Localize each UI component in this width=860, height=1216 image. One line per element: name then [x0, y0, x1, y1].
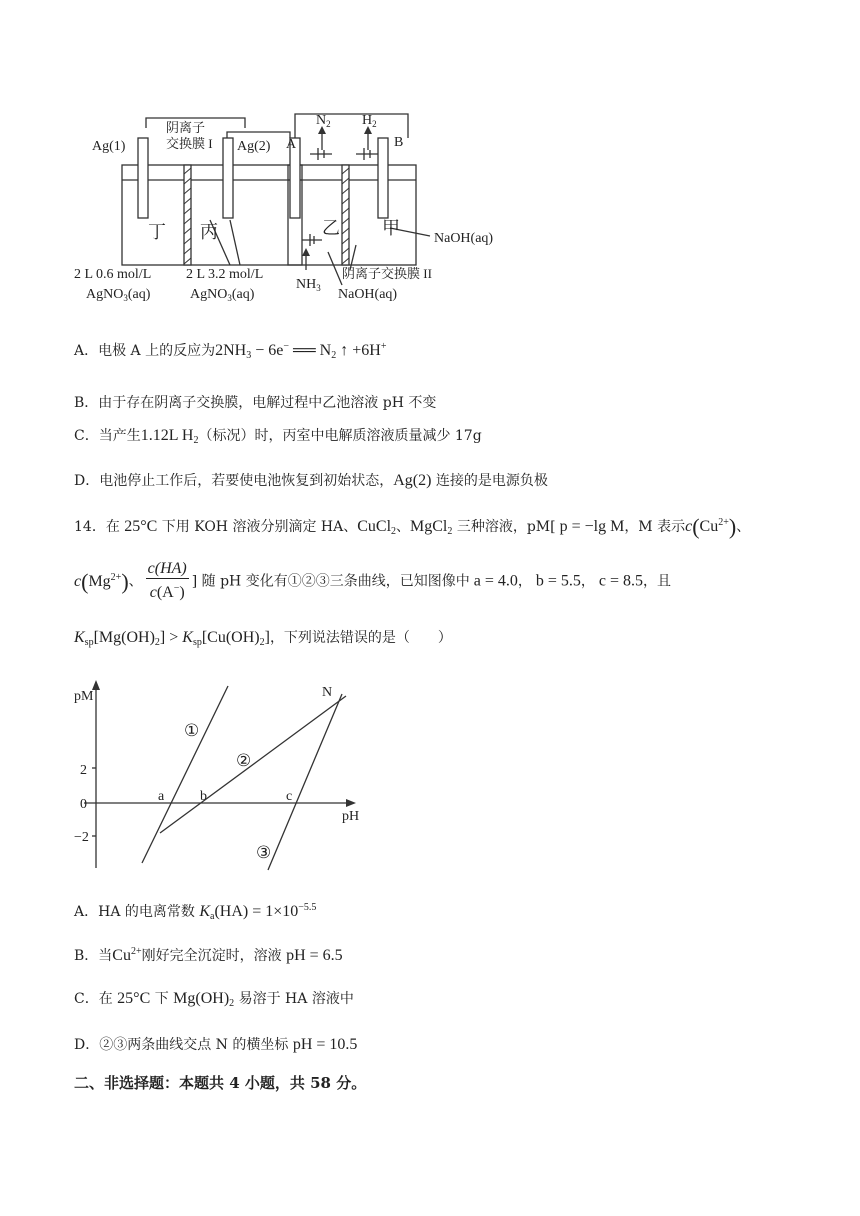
x-axis-label: pH	[342, 809, 360, 824]
label-room-bing: 丙	[200, 222, 218, 242]
q14-option-a: A．HA 的电离常数 $K_a(HA) = 1\times 10^{-5.5}$	[74, 902, 317, 922]
section-2-heading: 二、非选择题：本题共 4 小题，共 58 分。	[74, 1074, 367, 1092]
point-n: N	[322, 685, 333, 700]
tick-2: 2	[80, 763, 87, 778]
label-electrode-a: A	[286, 137, 297, 152]
label-nh3: $NH_3$	[296, 277, 321, 293]
wire-right	[295, 114, 408, 138]
pm-ph-graph	[60, 678, 380, 878]
label-naoh-right: NaOH(aq)	[434, 231, 494, 246]
q14-option-c: C．在 25°C 下 $Mg(OH)_2$ 易溶于 HA 溶液中	[74, 990, 354, 1009]
label-membrane2: 阴离子交换膜 II	[342, 266, 432, 281]
point-b: b	[200, 789, 207, 804]
curve-2-line	[160, 696, 346, 833]
q13-option-a: A．电极 A 上的反应为$2NH_3 - 6e^-$ ══ $N_2$ ↑ +6H+	[74, 341, 387, 361]
label-electrode-b: B	[394, 135, 404, 150]
label-naoh-bottom: NaOH(aq)	[338, 287, 398, 302]
q14-option-d: D．②③两条曲线交点 N 的横坐标 pH = 10.5	[74, 1036, 358, 1053]
curve-3-line	[268, 694, 342, 870]
q14-stem-line3: $K_{sp}[Mg(OH)_2] > K_{sp}[Cu(OH)_2]$，下列说法错误的是（ ）	[74, 629, 452, 648]
electrolysis-apparatus-figure	[60, 110, 560, 310]
label-membrane1-l1: 阴离子	[166, 120, 206, 135]
q13-option-b: B．由于存在阴离子交换膜，电解过程中乙池溶液 pH 不变	[74, 395, 437, 411]
q14-stem-line2: $c(Mg^{2+})$、 $\frac{c(HA)}{c(A^-)}$ ] 随 pH 变化有①②③三条曲线，已知图像中 a = 4.0， b = 5.5， c = 8.5，且	[74, 560, 671, 601]
curve-2-label: ②	[236, 751, 252, 770]
q14-stem-line1: 14．在 25°C 下用 KOH 溶液分别滴定 HA、CuCl$_2$、MgCl$_2$ 三种溶液，pM[ p = −lg M，M 表示$c(Cu^{2+})$、	[74, 514, 751, 539]
q13-option-c: C．当产生1.12L $H_2$（标况）时，丙室中电解质溶液质量减少 17g	[74, 427, 482, 446]
label-n2: $N_2$	[316, 113, 331, 129]
label-room-ding: 丁	[148, 222, 166, 242]
electrode-ag1	[138, 138, 148, 218]
curve-1-label: ①	[184, 721, 200, 740]
q14-option-b: B．当$Cu^{2+}$刚好完全沉淀时，溶液 pH = 6.5	[74, 946, 343, 964]
point-c: c	[286, 789, 293, 804]
nh3-arrow-icon	[302, 248, 310, 256]
label-membrane1-l2: 交换膜 I	[166, 136, 213, 151]
membrane-ii	[342, 165, 349, 265]
label-mid-sol: AgNO$_3$(aq)	[190, 287, 255, 303]
curve-3-label: ③	[256, 843, 272, 862]
membrane-i	[184, 165, 191, 265]
electrode-ag2	[223, 138, 233, 218]
electrode-b	[378, 138, 388, 218]
fraction-cha-ca: $\frac{c(HA)}{c(A^-)}$	[147, 560, 187, 601]
label-h2: $H_2$	[362, 113, 377, 129]
point-a: a	[158, 789, 165, 804]
label-room-yi: 乙	[322, 218, 340, 238]
tick-minus-2: −2	[74, 830, 89, 845]
label-left-sol: AgNO$_3$(aq)	[86, 287, 151, 303]
wire-middle	[227, 132, 290, 138]
label-ag1: Ag(1)	[92, 139, 126, 154]
label-ag2: Ag(2)	[237, 139, 271, 154]
tick-0: 0	[80, 797, 87, 812]
y-axis-label: pM	[74, 689, 94, 704]
label-room-jia: 甲	[382, 218, 400, 238]
curve-1-line	[142, 686, 228, 863]
label-mid-conc: 2 L 3.2 mol/L	[186, 267, 264, 282]
label-left-conc: 2 L 0.6 mol/L	[74, 267, 152, 282]
q13-option-d: D．电池停止工作后，若要使电池恢复到初始状态，Ag(2) 连接的是电源负极	[74, 472, 548, 489]
x-axis-arrow-icon	[346, 799, 356, 807]
